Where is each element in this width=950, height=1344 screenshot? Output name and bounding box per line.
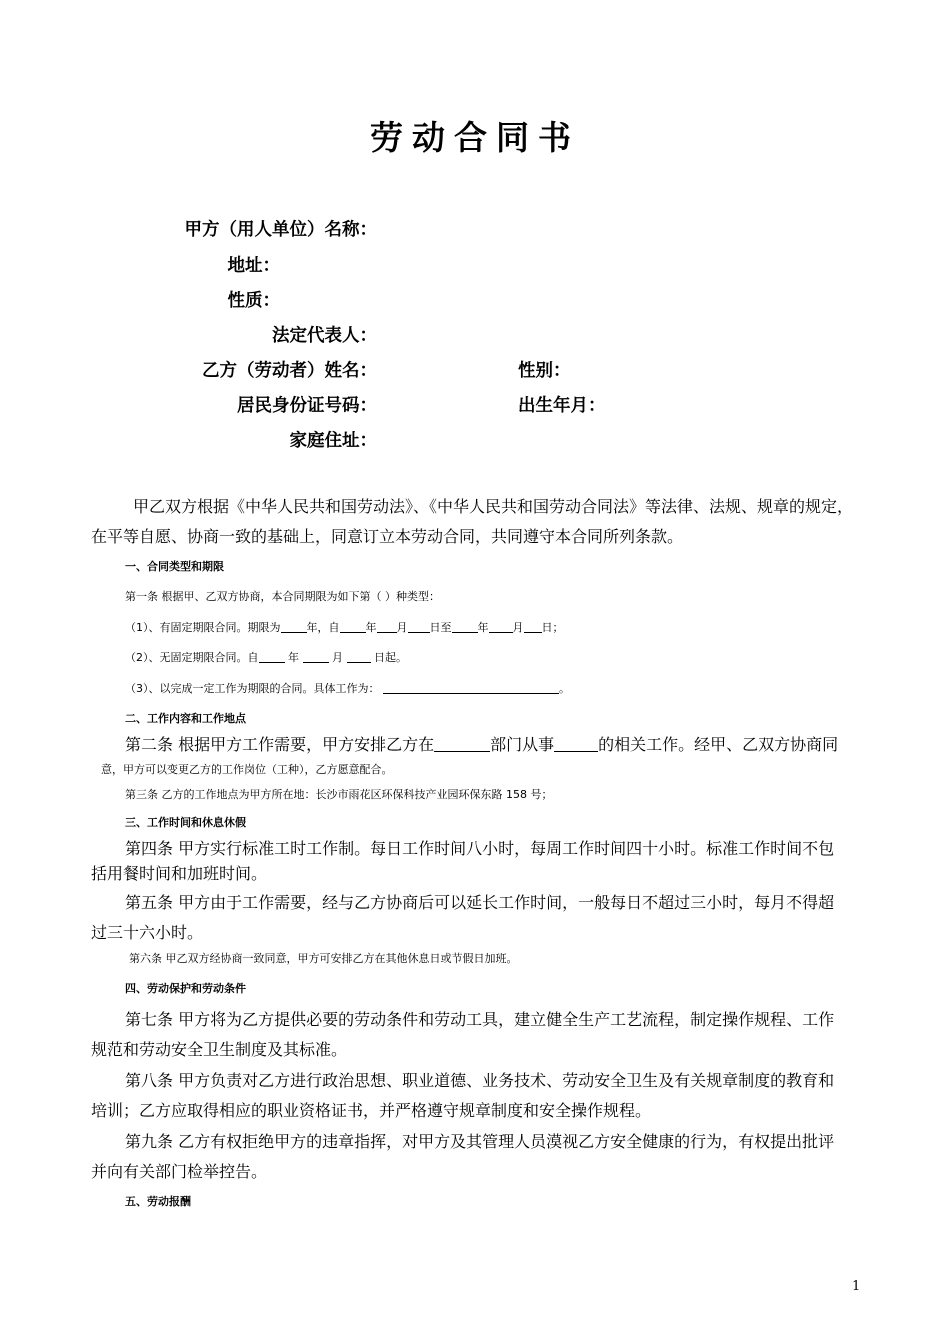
article-9-line-2: 并向有关部门检举控告。 [91, 1162, 268, 1181]
intro-line-2: 在平等自愿、协商一致的基础上，同意订立本劳动合同，共同遵守本合同所列条款。 [91, 527, 684, 546]
party-b-name-row [0, 357, 377, 381]
article-5-line-2: 过三十六小时。 [91, 923, 204, 942]
article-7-line-1: 第七条 甲方将为乙方提供必要的劳动条件和劳动工具，建立健全生产工艺流程，制定操作规程、工作 [125, 1010, 835, 1029]
article-8-line-1: 第八条 甲方负责对乙方进行政治思想、职业道德、业务技术、劳动安全卫生及有关规章制度的教育和 [125, 1071, 835, 1090]
article-5-line-1: 第五条 甲方由于工作需要，经与乙方协商后可以延长工作时间，一般每日不超过三小时，每月不得超 [125, 893, 835, 912]
article-9-line-1: 第九条 乙方有权拒绝甲方的违章指挥，对甲方及其管理人员漠视乙方安全健康的行为，有权提出批评 [125, 1132, 835, 1151]
article-8-line-2: 培训；乙方应取得相应的职业资格证书，并严格遵守规章制度和安全操作规程。 [91, 1101, 652, 1120]
intro-line-1: 甲乙双方根据《中华人民共和国劳动法》、《中华人民共和国劳动合同法》等法律、法规、规章的规定， [133, 497, 854, 516]
page-number: 1 [852, 1279, 861, 1294]
party-a-rep-row [0, 322, 377, 346]
article-2-line-1: 第二条 根据甲方工作需要，甲方安排乙方在 部门从事 的相关工作。经甲、乙双方协商同 [125, 735, 839, 754]
party-a-nature-row [0, 287, 280, 311]
section-5-heading: 五、劳动报酬 [125, 1195, 191, 1208]
article-7-line-2: 规范和劳动安全卫生制度及其标准。 [91, 1040, 348, 1059]
option-3: （3）、以完成一定工作为期限的合同。具体工作为： 。 [125, 674, 897, 704]
party-a-name-label: 甲方（用人单位）名称： [184, 220, 377, 240]
article-2-line-2: 意，甲方可以变更乙方的工作岗位（工种），乙方愿意配合。 [101, 763, 393, 776]
party-a-nature-label: 性质： [227, 291, 280, 311]
article-3: 第三条 乙方的工作地点为甲方所在地：长沙市雨花区环保科技产业园环保东路 158 号； [125, 788, 553, 801]
article-4-line-2: 括用餐时间和加班时间。 [91, 864, 268, 883]
party-b-id-label: 居民身份证号码： [237, 396, 377, 416]
party-a-rep-label: 法定代表人： [272, 326, 377, 346]
article-4-line-1: 第四条 甲方实行标准工时工作制。每日工作时间八小时，每周工作时间四十小时。标准工作时间不包 [125, 839, 835, 858]
party-b-name-label: 乙方（劳动者）姓名： [202, 361, 377, 381]
option-2: （2）、无固定期限合同。自 年 月 日起。 [125, 643, 897, 673]
document-title: 劳动合同书 [370, 118, 580, 157]
party-b-birth-label: 出生年月： [518, 396, 606, 416]
party-a-address-row [0, 252, 280, 276]
party-b-id-row [0, 392, 377, 416]
section-4-heading: 四、劳动保护和劳动条件 [125, 982, 246, 995]
section-2-heading: 二、工作内容和工作地点 [125, 712, 246, 725]
party-b-home-label: 家庭住址： [289, 431, 377, 451]
party-a-name-row [0, 216, 377, 240]
article-6: 第六条 甲乙双方经协商一致同意，甲方可安排乙方在其他休息日或节假日加班。 [129, 952, 518, 965]
party-a-address-label: 地址： [227, 256, 280, 276]
section-1-heading: 一、合同类型和期限 [125, 560, 224, 573]
option-1: （1）、有固定期限合同。期限为 年，自 年 月 日至 年 月 日； [125, 613, 897, 643]
article-1: 第一条 根据甲、乙双方协商，本合同期限为如下第（ ）种类型： [125, 590, 440, 603]
section-3-heading: 三、工作时间和休息休假 [125, 816, 246, 829]
party-b-home-row [0, 427, 377, 451]
party-b-gender-label: 性别： [518, 361, 571, 381]
